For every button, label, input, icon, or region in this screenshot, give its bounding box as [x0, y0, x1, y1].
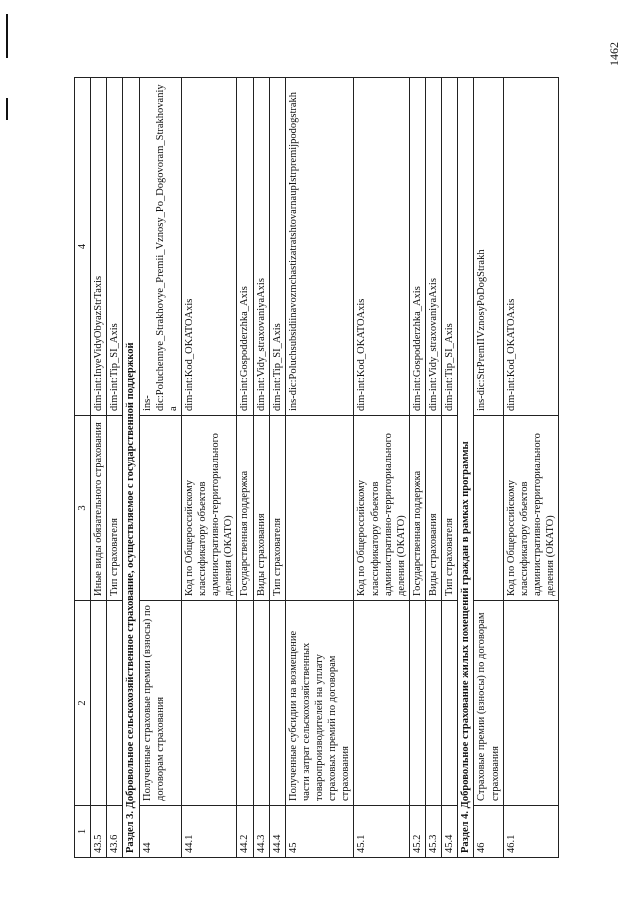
table-row [139, 78, 181, 858]
dimension-name-cell [474, 416, 503, 601]
header-cell: 2 [75, 601, 91, 806]
row-number-cell: 45.4 [442, 806, 458, 858]
table-row [426, 78, 442, 858]
code-cell: dim-int:Kod_OKATOAxis [503, 78, 559, 416]
code-cell: dim-int:Vidy_straxovaniyaAxis [253, 78, 269, 416]
table-row [269, 78, 285, 858]
dimension-name-cell: Код по Общероссийскому классификатору объектов административно-территориального деления (ОКАТО) [503, 416, 559, 601]
section-title: Раздел 3. Добровольное сельскохозяйственное страхование, осуществляемое с государственной поддержкой [123, 78, 139, 858]
row-number-cell: 44.4 [269, 806, 285, 858]
table-row [409, 78, 425, 858]
dimension-name-cell: Государственная поддержка [409, 416, 425, 601]
row-number-cell: 46 [474, 806, 503, 858]
code-cell: dim-int:Tip_SI_Axis [442, 78, 458, 416]
indicator-name-cell: Полученные страховые премии (взносы) по договорам страхования [139, 601, 181, 806]
dimension-name-cell: Виды страхования [253, 416, 269, 601]
code-cell: dim-int:Gospodderzhka_Axis [409, 78, 425, 416]
row-number-cell: 45.2 [409, 806, 425, 858]
section-row [458, 78, 474, 858]
dimension-name-cell: Код по Общероссийскому классификатору объектов административно-территориального деления (ОКАТО) [354, 416, 410, 601]
table-row [354, 78, 410, 858]
indicator-name-cell [354, 601, 410, 806]
table-row [474, 78, 503, 858]
margin-bar-mid [6, 98, 8, 120]
table-row [107, 78, 123, 858]
code-cell: dim-int:Kod_OKATOAxis [181, 78, 237, 416]
indicator-name-cell: Страховые премии (взносы) по договорам страхования [474, 601, 503, 806]
indicator-name-cell [107, 601, 123, 806]
code-cell: ins-dic:PoluchsubsidiinavozmchastizatratshtovarnaupIstrpremijpodogstrakh [285, 78, 354, 416]
dimension-name-cell: Код по Общероссийскому классификатору объектов административно-территориального деления (ОКАТО) [181, 416, 237, 601]
row-number-cell: 44 [139, 806, 181, 858]
code-cell: dim-int:Vidy_straxovaniyaAxis [426, 78, 442, 416]
table-row [181, 78, 237, 858]
rotated-page [74, 78, 599, 858]
indicator-name-cell [91, 601, 107, 806]
indicator-name-cell [181, 601, 237, 806]
table-row [285, 78, 354, 858]
row-number-cell: 44.3 [253, 806, 269, 858]
dimension-name-cell: Государственная поддержка [237, 416, 253, 601]
row-number-cell: 44.2 [237, 806, 253, 858]
indicator-name-cell [409, 601, 425, 806]
code-cell: ins-dic:StrPremIIVznosyPoDogStrakh [474, 78, 503, 416]
table-header-row [75, 78, 91, 858]
dimension-name-cell [285, 416, 354, 601]
margin-bar-top [6, 14, 8, 58]
indicator-name-cell [426, 601, 442, 806]
dimension-name-cell: Тип страхователя [107, 416, 123, 601]
code-cell: dim-int:InyeVidyObyazStrTaxis [91, 78, 107, 416]
indicator-name-cell [237, 601, 253, 806]
dimension-name-cell: Тип страхователя [442, 416, 458, 601]
row-number-cell: 43.5 [91, 806, 107, 858]
table-row [503, 78, 559, 858]
code-cell: dim-int:Tip_SI_Axis [269, 78, 285, 416]
indicator-name-cell [442, 601, 458, 806]
dimension-name-cell: Виды страхования [426, 416, 442, 601]
row-number-cell: 44.1 [181, 806, 237, 858]
indicator-name-cell [503, 601, 559, 806]
row-number-cell: 45.1 [354, 806, 410, 858]
header-cell: 3 [75, 416, 91, 601]
data-table [74, 77, 559, 858]
code-cell: dim-int:Tip_SI_Axis [107, 78, 123, 416]
row-number-cell: 43.6 [107, 806, 123, 858]
row-number-cell: 46.1 [503, 806, 559, 858]
table-row [253, 78, 269, 858]
row-number-cell: 45.3 [426, 806, 442, 858]
section-title: Раздел 4. Добровольное страхование жилых помещений граждан в рамках программы [458, 78, 474, 858]
table-row [91, 78, 107, 858]
code-cell: dim-int:Gospodderzhka_Axis [237, 78, 253, 416]
indicator-name-cell [269, 601, 285, 806]
header-cell: 1 [75, 806, 91, 858]
table-row [237, 78, 253, 858]
table-row [442, 78, 458, 858]
code-cell: dim-int:Kod_OKATOAxis [354, 78, 410, 416]
page-number: 1462 [607, 42, 621, 66]
dimension-name-cell: Иные виды обязательного страхования [91, 416, 107, 601]
header-cell: 4 [75, 78, 91, 416]
row-number-cell: 45 [285, 806, 354, 858]
table-body [75, 78, 559, 858]
indicator-name-cell: Полученные субсидии на возмещение части затрат сельскохозяйственных товаропроизводителей на уплату страховых премий по договорам страхования [285, 601, 354, 806]
indicator-name-cell [253, 601, 269, 806]
dimension-name-cell [139, 416, 181, 601]
code-cell: ins-dic:Poluchennye_Strakhovye_Premii_Vznosy_Po_Dogovoram_Strakhovaniya [139, 78, 181, 416]
dimension-name-cell: Тип страхователя [269, 416, 285, 601]
section-row [123, 78, 139, 858]
